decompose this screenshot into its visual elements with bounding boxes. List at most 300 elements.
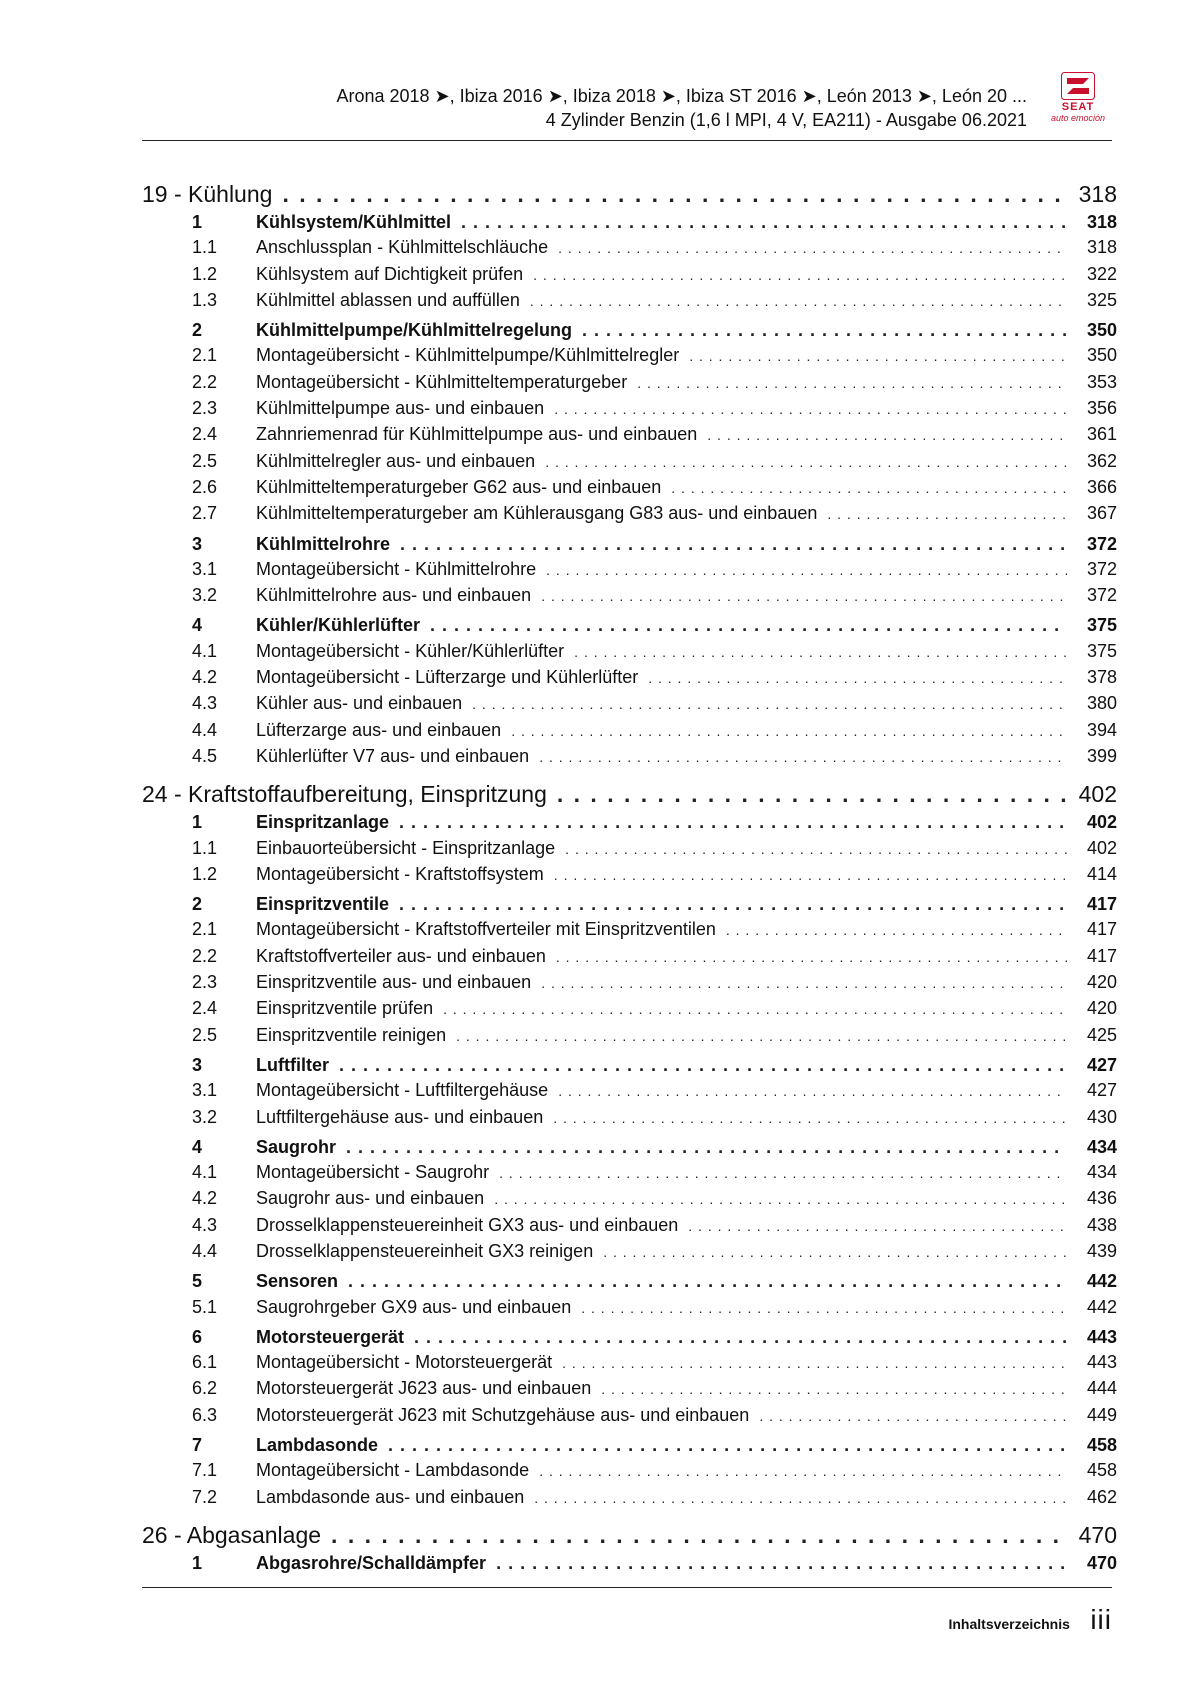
toc-chapter-title: 19 - Kühlung: [142, 181, 273, 207]
toc-leader-dots: [603, 1240, 1067, 1265]
toc-item-page: 439: [1086, 1240, 1117, 1261]
toc-item-page: 353: [1086, 371, 1117, 392]
toc-section-number: 1: [192, 212, 203, 232]
toc-leader-dots: [565, 837, 1067, 862]
toc-section-number: 4: [192, 1136, 203, 1157]
toc-leader-dots: [689, 344, 1067, 369]
toc-item-number: 1.3: [192, 289, 218, 310]
toc-leader-dots: [759, 1404, 1067, 1429]
toc-item-page: 449: [1086, 1404, 1117, 1425]
toc-item-title: Kühlmittelregler aus- und einbauen: [256, 450, 536, 471]
toc-section-page: 427: [1086, 1054, 1117, 1075]
toc-item-number: 1.1: [192, 837, 218, 858]
toc-item-label: [192, 422, 697, 447]
toc-section-title: Sensoren: [256, 1271, 339, 1292]
toc-item-title: Kühlmittelpumpe aus- und einbauen: [256, 398, 545, 419]
toc-item-page: 402: [1086, 837, 1117, 858]
toc-item-title: Kühlmitteltemperaturgeber G62 aus- und einbauen: [256, 476, 662, 497]
toc-item-title: Kühlmittelrohre aus- und einbauen: [256, 585, 532, 606]
toc-leader-dots: [511, 719, 1067, 744]
toc-item-number: 2.4: [192, 998, 218, 1019]
toc-item-page: 442: [1086, 1296, 1117, 1317]
toc-item-page: 420: [1086, 972, 1117, 993]
toc-item-label: [192, 862, 544, 887]
toc-leader-dots: [388, 1433, 1067, 1458]
toc-item-entry[interactable]: [142, 836, 1117, 862]
toc-item-number: 2.3: [192, 398, 218, 419]
toc-section-label: [192, 532, 390, 557]
toc-chapter-entry[interactable]: [142, 178, 1117, 210]
toc-item-number: 4.2: [192, 1188, 218, 1209]
toc-leader-dots: [539, 745, 1067, 770]
table-of-contents: [142, 178, 1117, 1576]
toc-item-entry[interactable]: [142, 1295, 1117, 1321]
toc-section-label: [192, 613, 420, 638]
toc-item-number: 2.6: [192, 476, 218, 497]
toc-item-entry[interactable]: [142, 996, 1117, 1022]
toc-section-entry[interactable]: [142, 210, 1117, 235]
toc-item-entry[interactable]: [142, 1376, 1117, 1402]
toc-item-label: [192, 1239, 593, 1264]
toc-leader-dots: [601, 1377, 1067, 1402]
toc-item-title: Montageübersicht - Lambdasonde: [256, 1460, 530, 1481]
toc-leader-dots: [400, 532, 1067, 557]
toc-section-entry[interactable]: [142, 532, 1117, 557]
toc-leader-dots: [539, 1459, 1067, 1484]
toc-chapter-title: 26 - Abgasanlage: [142, 1521, 322, 1548]
toc-section-page: 470: [1086, 1552, 1117, 1573]
toc-leader-dots: [541, 584, 1067, 609]
toc-section-title: Kühlmittelrohre: [256, 533, 391, 554]
toc-section-page: 443: [1086, 1326, 1117, 1347]
page-footer: [142, 1604, 1112, 1636]
toc-item-label: [192, 1213, 678, 1238]
toc-item-label: [192, 1160, 489, 1185]
toc-item-number: 2.2: [192, 945, 218, 966]
toc-leader-dots: [726, 918, 1067, 943]
toc-chapter-entry[interactable]: [142, 1519, 1117, 1551]
toc-section-entry[interactable]: [142, 1325, 1117, 1350]
logo-tagline: auto emoción: [1050, 113, 1106, 123]
toc-item-title: Kühlerlüfter V7 aus- und einbauen: [256, 745, 530, 766]
toc-item-page: 425: [1086, 1024, 1117, 1045]
toc-item-label: [192, 1023, 446, 1048]
toc-leader-dots: [554, 863, 1067, 888]
toc-section-number: 1: [192, 1552, 203, 1573]
toc-item-number: 4.4: [192, 719, 218, 740]
toc-leader-dots: [827, 502, 1067, 527]
footer-page-number: iii: [1090, 1604, 1112, 1635]
toc-section-number: 2: [192, 894, 203, 915]
toc-item-title: Einspritzventile aus- und einbauen: [256, 972, 532, 993]
toc-item-title: Motorsteuergerät J623 mit Schutzgehäuse aus- und einbauen: [256, 1404, 750, 1425]
page-header: [142, 84, 1027, 132]
toc-item-entry[interactable]: [142, 396, 1117, 422]
toc-leader-dots: [399, 810, 1067, 835]
toc-leader-dots: [648, 666, 1067, 691]
header-engine-line: 4 Zylinder Benzin (1,6 l MPI, 4 V, EA211) - Ausgabe 06.2021: [545, 110, 1027, 130]
toc-item-number: 2.4: [192, 424, 218, 445]
toc-item-page: 367: [1086, 503, 1117, 524]
toc-leader-dots: [414, 1325, 1067, 1350]
toc-item-title: Lüfterzarge aus- und einbauen: [256, 719, 502, 740]
toc-item-title: Montageübersicht - Motorsteuergerät: [256, 1352, 553, 1373]
toc-item-entry[interactable]: [142, 1403, 1117, 1429]
toc-item-page: 414: [1086, 863, 1117, 884]
toc-item-page: 434: [1086, 1162, 1117, 1183]
toc-item-number: 2.5: [192, 450, 218, 471]
toc-chapter-entry[interactable]: [142, 778, 1117, 810]
toc-item-number: 4.3: [192, 693, 218, 714]
toc-item-title: Einspritzventile prüfen: [256, 998, 434, 1019]
toc-item-title: Montageübersicht - Kühlmitteltemperaturgeber: [256, 371, 628, 392]
toc-item-page: 375: [1086, 640, 1117, 661]
toc-section-page: 375: [1086, 615, 1117, 636]
toc-item-title: Lambdasonde aus- und einbauen: [256, 1486, 525, 1507]
toc-leader-dots: [346, 1135, 1067, 1160]
toc-item-page: 380: [1086, 693, 1117, 714]
toc-chapter-page: 402: [1078, 781, 1117, 808]
toc-item-label: [192, 718, 501, 743]
toc-item-number: 7.1: [192, 1460, 218, 1481]
toc-item-page: 417: [1086, 945, 1117, 966]
toc-section-title: Luftfilter: [256, 1054, 329, 1075]
toc-item-number: 5.1: [192, 1296, 218, 1317]
toc-item-number: 2.3: [192, 972, 218, 993]
toc-item-entry[interactable]: [142, 665, 1117, 691]
toc-item-title: Kühler aus- und einbauen: [256, 693, 463, 714]
toc-section-number: 4: [192, 615, 203, 636]
toc-item-entry[interactable]: [142, 449, 1117, 475]
toc-section-entry[interactable]: [142, 1269, 1117, 1294]
toc-leader-dots: [399, 892, 1067, 917]
toc-section-label: [192, 810, 389, 835]
toc-item-label: [192, 396, 544, 421]
toc-item-page: 318: [1086, 237, 1117, 258]
toc-section-number: 7: [192, 1435, 203, 1456]
toc-item-entry[interactable]: [142, 1078, 1117, 1104]
seat-logo: [1043, 72, 1113, 128]
toc-item-entry[interactable]: [142, 501, 1117, 527]
header-model-line: Arona 2018 ➤, Ibiza 2016 ➤, Ibiza 2018 ➤, Ibiza ST 2016 ➤, León 2013 ➤, León 20 ...: [336, 86, 1027, 106]
toc-leader-dots: [496, 1551, 1067, 1576]
toc-leader-dots: [545, 450, 1067, 475]
toc-chapter-title: 24 - Kraftstoffaufbereitung, Einspritzung: [142, 781, 547, 808]
toc-section-title: Einspritzanlage: [256, 812, 390, 833]
toc-leader-dots: [461, 210, 1067, 235]
toc-leader-dots: [494, 1187, 1067, 1212]
toc-item-entry[interactable]: [142, 1105, 1117, 1131]
logo-brand: SEAT: [1061, 101, 1095, 113]
toc-leader-dots: [582, 318, 1067, 343]
toc-leader-dots: [558, 236, 1067, 261]
toc-item-title: Montageübersicht - Kraftstoffsystem: [256, 863, 544, 884]
toc-item-page: 394: [1086, 719, 1117, 740]
toc-section-title: Lambdasonde: [256, 1435, 379, 1456]
toc-section-page: 402: [1086, 812, 1117, 833]
toc-item-label: [192, 639, 564, 664]
toc-item-number: 3.1: [192, 1080, 218, 1101]
toc-section-label: [192, 1551, 486, 1576]
toc-item-number: 4.5: [192, 745, 218, 766]
toc-section-entry[interactable]: [142, 613, 1117, 638]
toc-section-page: 372: [1086, 533, 1117, 554]
toc-section-title: Kühlsystem/Kühlmittel: [256, 212, 452, 232]
toc-section-title: Kühlmittelpumpe/Kühlmittelregelung: [256, 320, 573, 341]
toc-leader-dots: [443, 997, 1067, 1022]
toc-section-page: 442: [1086, 1271, 1117, 1292]
toc-item-label: [192, 917, 716, 942]
toc-section-title: Saugrohr: [256, 1136, 337, 1157]
toc-item-page: 417: [1086, 919, 1117, 940]
toc-item-entry[interactable]: [142, 944, 1117, 970]
toc-item-page: 436: [1086, 1188, 1117, 1209]
toc-item-title: Montageübersicht - Luftfiltergehäuse: [256, 1080, 549, 1101]
toc-leader-dots: [472, 692, 1067, 717]
toc-item-page: 443: [1086, 1352, 1117, 1373]
toc-item-entry[interactable]: [142, 235, 1117, 261]
toc-item-title: Kraftstoffverteiler aus- und einbauen: [256, 945, 546, 966]
toc-section-entry[interactable]: [142, 892, 1117, 917]
toc-item-title: Drosselklappensteuereinheit GX3 reinigen: [256, 1240, 594, 1261]
toc-item-page: 427: [1086, 1080, 1117, 1101]
toc-item-number: 3.1: [192, 558, 218, 579]
toc-item-label: [192, 1105, 543, 1130]
toc-item-number: 3.2: [192, 1106, 218, 1127]
toc-item-number: 1.2: [192, 263, 218, 284]
toc-item-page: 366: [1086, 476, 1117, 497]
toc-item-label: [192, 1485, 524, 1510]
toc-leader-dots: [562, 1351, 1067, 1376]
toc-section-label: [192, 210, 451, 235]
toc-item-entry[interactable]: [142, 691, 1117, 717]
toc-item-title: Einbauorteübersicht - Einspritzanlage: [256, 837, 556, 858]
toc-item-title: Kühlsystem auf Dichtigkeit prüfen: [256, 263, 524, 284]
toc-item-page: 325: [1086, 289, 1117, 310]
toc-section-label: [192, 1325, 404, 1350]
toc-leader-dots: [558, 1079, 1067, 1104]
toc-item-entry[interactable]: [142, 970, 1117, 996]
toc-section-entry[interactable]: [142, 318, 1117, 343]
toc-item-title: Zahnriemenrad für Kühlmittelpumpe aus- und einbauen: [256, 424, 698, 445]
toc-item-number: 4.3: [192, 1214, 218, 1235]
toc-item-entry[interactable]: [142, 262, 1117, 288]
toc-item-entry[interactable]: [142, 583, 1117, 609]
toc-leader-dots: [534, 1486, 1067, 1511]
toc-section-page: 318: [1086, 212, 1117, 232]
toc-leader-dots: [499, 1161, 1067, 1186]
toc-leader-dots: [581, 1296, 1067, 1321]
toc-item-label: [192, 1403, 749, 1428]
toc-item-number: 2.2: [192, 371, 218, 392]
toc-leader-dots: [331, 1519, 1067, 1551]
toc-section-number: 3: [192, 1054, 203, 1075]
toc-section-number: 5: [192, 1271, 203, 1292]
toc-section-label: [192, 1433, 378, 1458]
toc-item-label: [192, 744, 529, 769]
toc-item-label: [192, 557, 536, 582]
toc-leader-dots: [533, 263, 1067, 288]
toc-item-page: 399: [1086, 745, 1117, 766]
toc-item-entry[interactable]: [142, 1485, 1117, 1511]
toc-item-label: [192, 944, 546, 969]
toc-item-title: Kühlmitteltemperaturgeber am Kühlerausgang G83 aus- und einbauen: [256, 503, 818, 524]
toc-item-title: Saugrohrgeber GX9 aus- und einbauen: [256, 1296, 572, 1317]
toc-item-entry[interactable]: [142, 744, 1117, 770]
toc-item-number: 4.4: [192, 1240, 218, 1261]
toc-section-number: 1: [192, 812, 203, 833]
toc-item-number: 6.1: [192, 1352, 218, 1373]
toc-leader-dots: [637, 371, 1067, 396]
toc-leader-dots: [282, 178, 1067, 210]
toc-item-page: 458: [1086, 1460, 1117, 1481]
toc-item-label: [192, 1078, 548, 1103]
toc-item-number: 4.1: [192, 640, 218, 661]
toc-item-label: [192, 370, 627, 395]
toc-item-label: [192, 665, 638, 690]
footer-label: Inhaltsverzeichnis: [948, 1616, 1070, 1632]
toc-section-title: Abgasrohre/Schalldämpfer: [256, 1552, 487, 1573]
toc-item-label: [192, 996, 433, 1021]
toc-leader-dots: [339, 1053, 1067, 1078]
toc-leader-dots: [554, 397, 1067, 422]
toc-leader-dots: [430, 613, 1067, 638]
toc-section-entry[interactable]: [142, 1135, 1117, 1160]
toc-section-page: 458: [1086, 1435, 1117, 1456]
toc-item-entry[interactable]: [142, 718, 1117, 744]
toc-item-entry[interactable]: [142, 1023, 1117, 1049]
toc-item-title: Drosselklappensteuereinheit GX3 aus- und einbauen: [256, 1214, 679, 1235]
toc-item-label: [192, 970, 531, 995]
toc-section-label: [192, 1053, 329, 1078]
toc-leader-dots: [541, 971, 1067, 996]
toc-section-page: 434: [1086, 1136, 1117, 1157]
toc-item-title: Einspritzventile reinigen: [256, 1024, 447, 1045]
toc-item-label: [192, 501, 817, 526]
toc-item-page: 350: [1086, 345, 1117, 366]
toc-item-page: 420: [1086, 998, 1117, 1019]
toc-item-entry[interactable]: [142, 1213, 1117, 1239]
toc-item-label: [192, 1295, 571, 1320]
toc-item-label: [192, 1350, 552, 1375]
toc-leader-dots: [530, 289, 1067, 314]
toc-item-label: [192, 288, 520, 313]
toc-section-title: Kühler/Kühlerlüfter: [256, 615, 421, 636]
toc-item-page: 444: [1086, 1378, 1117, 1399]
toc-item-page: 362: [1086, 450, 1117, 471]
toc-item-number: 2.1: [192, 345, 218, 366]
toc-leader-dots: [671, 476, 1067, 501]
toc-leader-dots: [557, 778, 1067, 810]
toc-item-entry[interactable]: [142, 862, 1117, 888]
toc-item-number: 1.1: [192, 237, 218, 258]
toc-item-label: [192, 1458, 529, 1483]
toc-section-entry[interactable]: [142, 810, 1117, 835]
toc-item-label: [192, 583, 531, 608]
toc-item-entry[interactable]: [142, 422, 1117, 448]
toc-item-label: [192, 475, 661, 500]
toc-section-label: [192, 318, 572, 343]
toc-leader-dots: [688, 1214, 1067, 1239]
toc-section-number: 3: [192, 533, 203, 554]
toc-item-title: Montageübersicht - Kühlmittelpumpe/Kühlmittelregler: [256, 345, 680, 366]
toc-item-label: [192, 449, 535, 474]
toc-item-title: Kühlmittel ablassen und auffüllen: [256, 289, 520, 310]
toc-item-title: Anschlussplan - Kühlmittelschläuche: [256, 237, 549, 258]
toc-item-title: Montageübersicht - Lüfterzarge und Kühlerlüfter: [256, 667, 639, 688]
toc-item-title: Motorsteuergerät J623 aus- und einbauen: [256, 1378, 592, 1399]
toc-leader-dots: [553, 1106, 1067, 1131]
toc-item-page: 372: [1086, 558, 1117, 579]
toc-item-label: [192, 235, 548, 260]
toc-item-label: [192, 1376, 591, 1401]
toc-item-number: 6.2: [192, 1378, 218, 1399]
footer-divider: [142, 1587, 1112, 1588]
toc-item-number: 7.2: [192, 1486, 218, 1507]
toc-item-entry[interactable]: [142, 1160, 1117, 1186]
toc-item-entry[interactable]: [142, 1239, 1117, 1265]
toc-section-page: 350: [1086, 320, 1117, 341]
toc-item-number: 2.5: [192, 1024, 218, 1045]
toc-item-entry[interactable]: [142, 343, 1117, 369]
toc-item-label: [192, 1186, 484, 1211]
toc-leader-dots: [456, 1024, 1067, 1049]
toc-item-page: 361: [1086, 424, 1117, 445]
toc-item-page: 378: [1086, 667, 1117, 688]
toc-leader-dots: [707, 423, 1067, 448]
toc-section-entry[interactable]: [142, 1551, 1117, 1576]
toc-item-page: 356: [1086, 398, 1117, 419]
toc-item-entry[interactable]: [142, 1458, 1117, 1484]
toc-section-label: [192, 1135, 336, 1160]
toc-leader-dots: [348, 1269, 1067, 1294]
toc-item-number: 6.3: [192, 1404, 218, 1425]
toc-item-label: [192, 343, 679, 368]
toc-item-number: 4.1: [192, 1162, 218, 1183]
toc-item-title: Luftfiltergehäuse aus- und einbauen: [256, 1106, 544, 1127]
toc-item-label: [192, 836, 555, 861]
toc-item-entry[interactable]: [142, 475, 1117, 501]
toc-item-page: 438: [1086, 1214, 1117, 1235]
toc-item-entry[interactable]: [142, 1186, 1117, 1212]
toc-item-number: 3.2: [192, 585, 218, 606]
header-divider: [142, 140, 1112, 141]
toc-section-label: [192, 1269, 338, 1294]
toc-item-title: Saugrohr aus- und einbauen: [256, 1188, 485, 1209]
toc-item-entry[interactable]: [142, 1350, 1117, 1376]
toc-item-title: Montageübersicht - Kühler/Kühlerlüfter: [256, 640, 565, 661]
toc-item-entry[interactable]: [142, 288, 1117, 314]
toc-item-entry[interactable]: [142, 639, 1117, 665]
toc-chapter-page: 318: [1078, 181, 1117, 207]
toc-section-entry[interactable]: [142, 1053, 1117, 1078]
toc-item-label: [192, 691, 462, 716]
toc-section-entry[interactable]: [142, 1433, 1117, 1458]
toc-item-entry[interactable]: [142, 370, 1117, 396]
toc-item-entry[interactable]: [142, 557, 1117, 583]
toc-item-number: 1.2: [192, 863, 218, 884]
toc-item-number: 4.2: [192, 667, 218, 688]
toc-section-number: 2: [192, 320, 203, 341]
toc-section-title: Einspritzventile: [256, 894, 390, 915]
toc-item-entry[interactable]: [142, 917, 1117, 943]
toc-leader-dots: [556, 945, 1067, 970]
toc-item-title: Montageübersicht - Kühlmittelrohre: [256, 558, 537, 579]
toc-item-page: 462: [1086, 1486, 1117, 1507]
toc-section-label: [192, 892, 389, 917]
toc-section-page: 417: [1086, 894, 1117, 915]
toc-chapter-page: 470: [1078, 1521, 1117, 1548]
